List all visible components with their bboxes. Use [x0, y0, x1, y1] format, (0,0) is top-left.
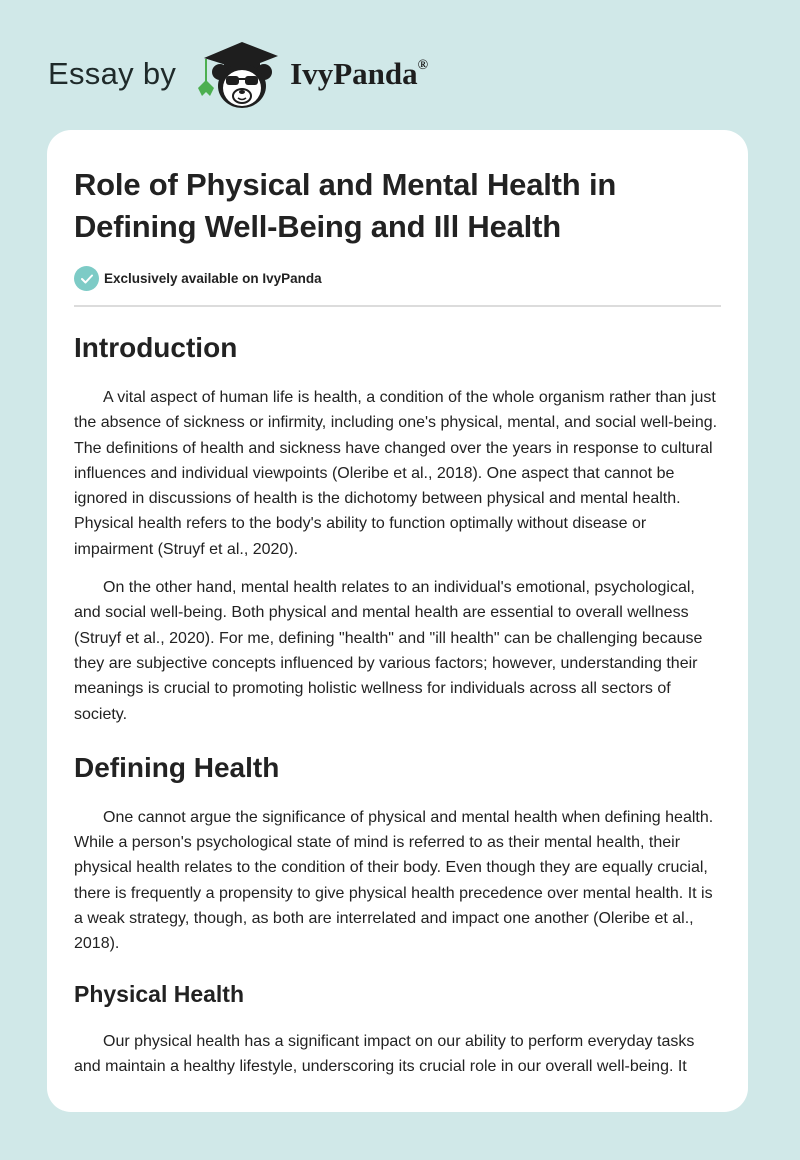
panda-graduate-logo-icon — [194, 36, 286, 112]
paragraph: One cannot argue the significance of physical and mental health when defining health. While a person's psychological state of mind is referred to as their mental health, their physical health relates to the condition of their body. Even though they are equally crucial, there is frequently a propensity to give physical health precedence over mental health. It is a weak strategy, though, as both are interrelated and impact one another (Oleribe et al., 2018). — [74, 808, 714, 953]
subsection-heading: Physical Health — [74, 980, 245, 1007]
paragraph: Our physical health has a significant impact on our ability to perform everyday tasks and maintain a healthy lifestyle, underscoring its crucial role in our overall well-being. It — [74, 1032, 695, 1075]
badge-text: Exclusively available on IvyPanda — [104, 271, 322, 286]
check-circle-icon — [74, 266, 99, 291]
brand-prefix: Essay by — [48, 56, 177, 91]
site-header — [0, 0, 800, 130]
section-heading: Introduction — [74, 332, 238, 363]
exclusive-badge — [74, 266, 721, 291]
page-title: Role of Physical and Mental Health in Defining Well-Being and Ill Health — [74, 167, 617, 244]
paragraph: A vital aspect of human life is health, a condition of the whole organism rather than just the absence of sickness or infirmity, including one's physical, mental, and social well-being. The definitions of health and sickness have changed over the years in response to cultural influences and individual viewpoints (Oleribe et al., 2018). One aspect that cannot be ignored in discussions of health is the dichotomy between physical and mental health. Physical health refers to the body's ability to function optimally without disease or impairment (Struyf et al., 2020). — [74, 389, 718, 558]
brand-logo-link[interactable] — [48, 36, 428, 112]
section-introduction — [74, 331, 721, 727]
divider — [74, 305, 721, 307]
essay-card — [47, 130, 748, 1112]
section-physical-health — [74, 979, 721, 1080]
paragraph: On the other hand, mental health relates to an individual's emotional, psychological, and social well-being. Both physical and mental health are essential to overall wellness (Struyf et al., 2020). For me, defining "health" and "ill health" can be challenging because they are subjective concepts influenced by various factors; however, understanding their meanings is crucial to promoting holistic wellness for individuals across all sectors of society. — [74, 579, 703, 723]
section-defining-health — [74, 751, 721, 957]
brand-name: IvyPanda® — [290, 56, 429, 91]
section-heading: Defining Health — [74, 751, 280, 783]
